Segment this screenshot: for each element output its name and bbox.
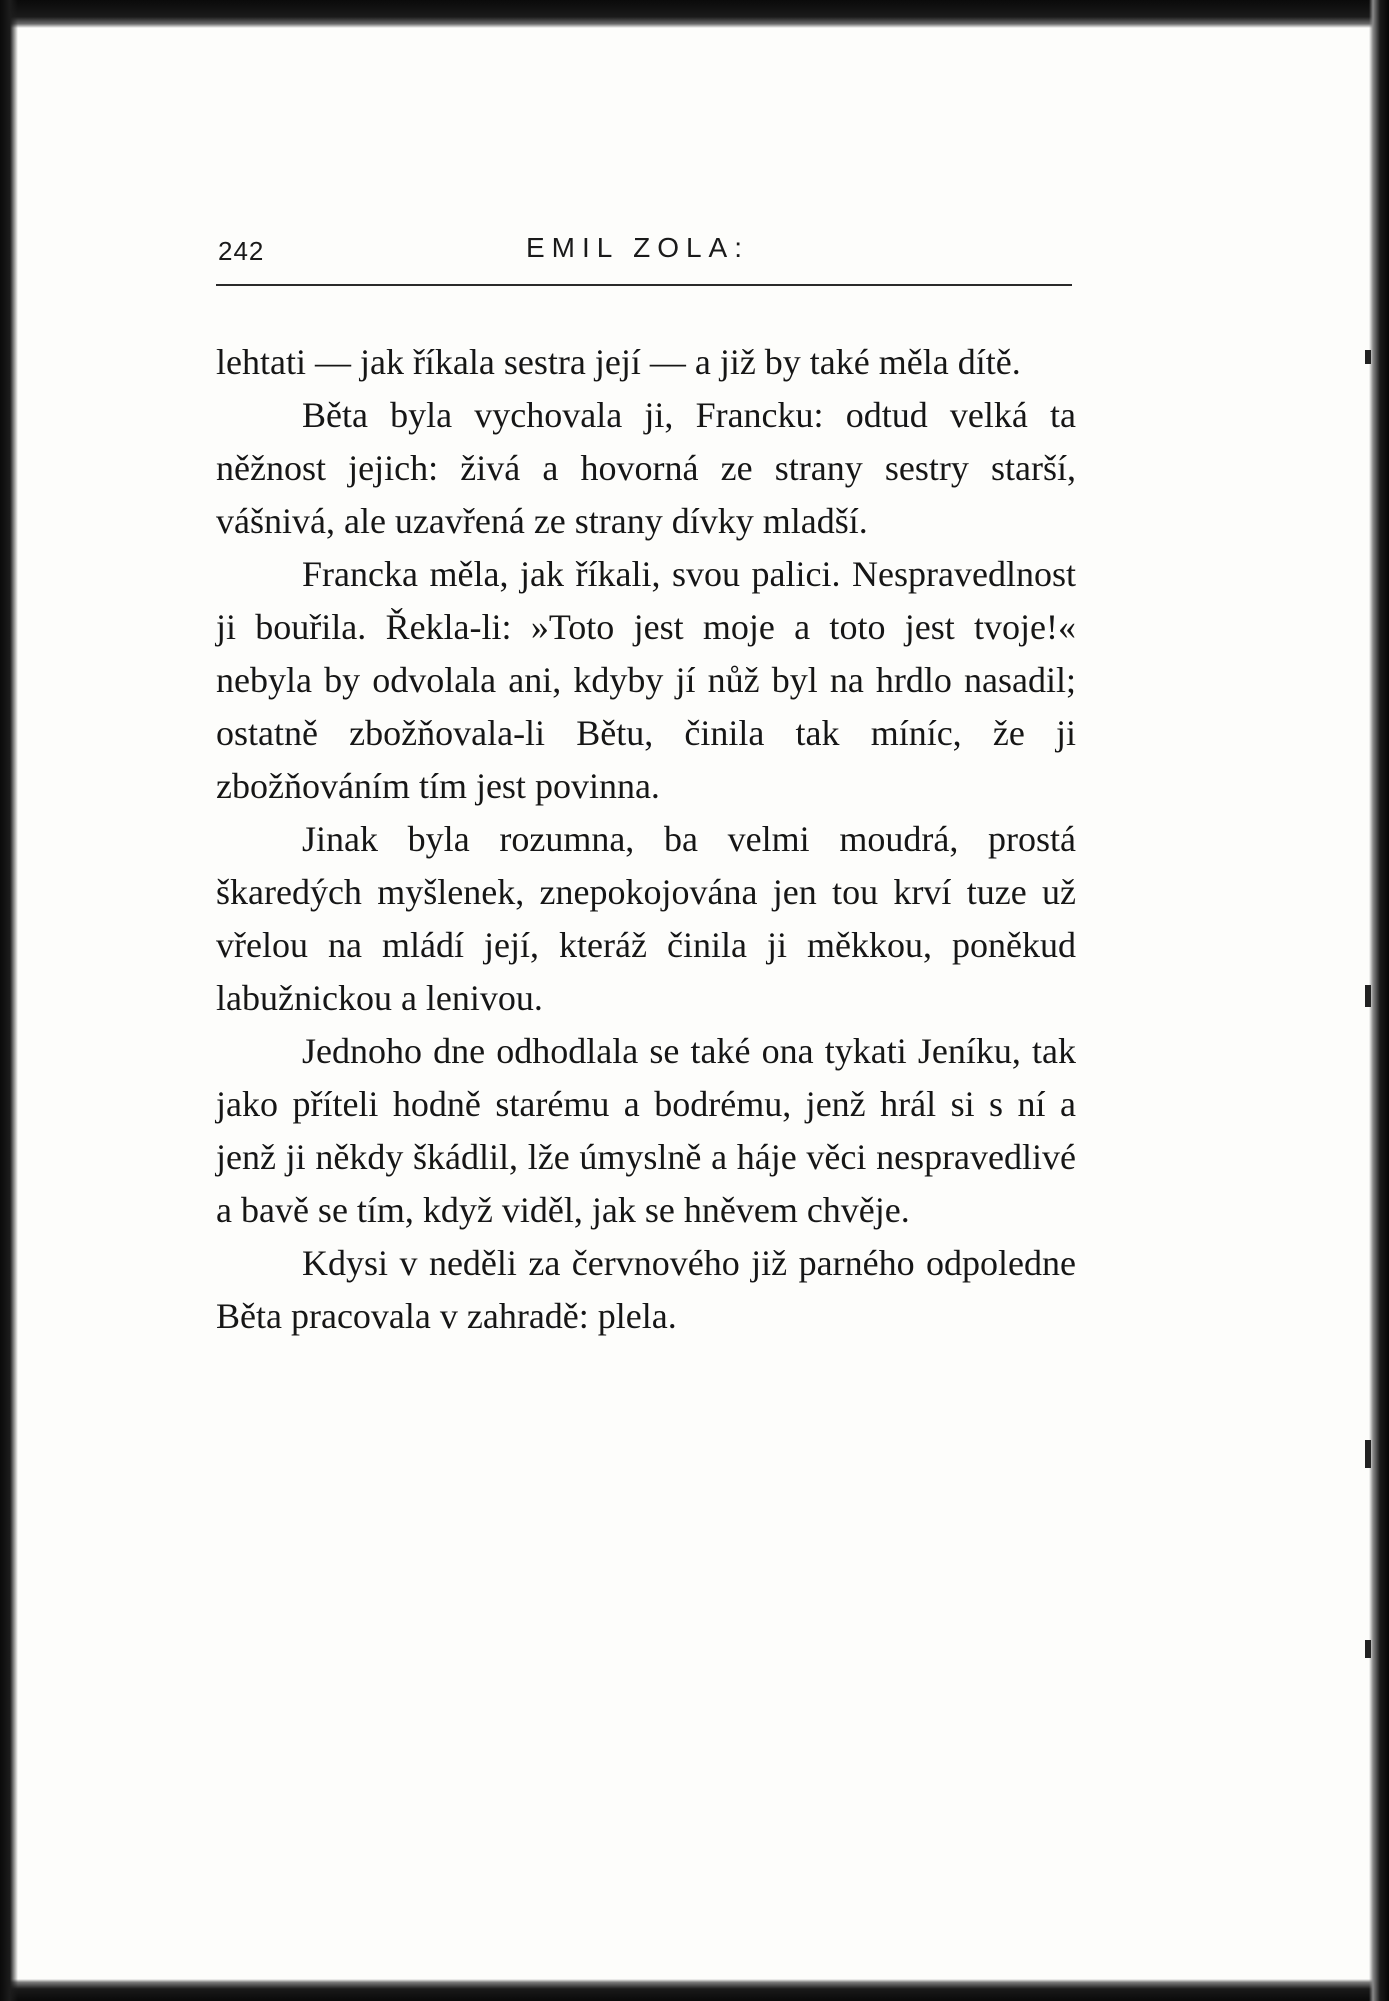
paragraph: Jinak byla rozumna, ba velmi moudrá, prostá škaredých myšlenek, znepokojována jen tou krví tuze už vřelou na mládí její, kteráž činila ji měkkou, poněkud labužnickou a lenivou.: [216, 819, 1076, 1018]
scan-speck: [1365, 1440, 1371, 1468]
header-rule: [216, 284, 1072, 286]
body-text: [216, 336, 1076, 1343]
paragraph: lehtati — jak říkala sestra její — a již by také měla dítě.: [216, 342, 1021, 382]
scan-border-right: [1369, 0, 1389, 2001]
paragraph: Francka měla, jak říkali, svou palici. Nespravedlnost ji bouřila. Řekla-li: »Toto jest moje a toto jest tvoje!« nebyla by odvolala ani, kdyby jí nůž byl na hrdlo nasadil; ostatně zbožňovala-li Bětu, činila tak míníc, že ji zbožňováním tím jest povinna.: [216, 554, 1076, 806]
scan-speck: [1365, 1640, 1371, 1658]
paragraph: Jednoho dne odhodlala se také ona tykati Jeníku, tak jako příteli hodně starému a bodrému, jenž hrál si s ní a jenž ji někdy škádlil, lže úmyslně a háje věci nespravedlivé a bavě se tím, když viděl, jak se hněvem chvěje.: [216, 1031, 1076, 1230]
page-number: 242: [218, 236, 265, 266]
scan-speck: [1365, 350, 1371, 364]
running-title: EMIL ZOLA:: [526, 232, 750, 263]
running-head: [216, 232, 1072, 276]
scan-border-left: [0, 0, 18, 2001]
paragraph: Běta byla vychovala ji, Francku: odtud velká ta něžnost jejich: živá a hovorná ze strany sestry starší, vášnivá, ale uzavřená ze strany dívky mladší.: [216, 395, 1076, 541]
scan-border-top: [0, 0, 1389, 28]
paragraph: Kdysi v neděli za červnového již parného odpoledne Běta pracovala v zahradě: plela.: [216, 1243, 1076, 1336]
scan-border-bottom: [0, 1979, 1389, 2001]
scan-speck: [1365, 985, 1371, 1007]
